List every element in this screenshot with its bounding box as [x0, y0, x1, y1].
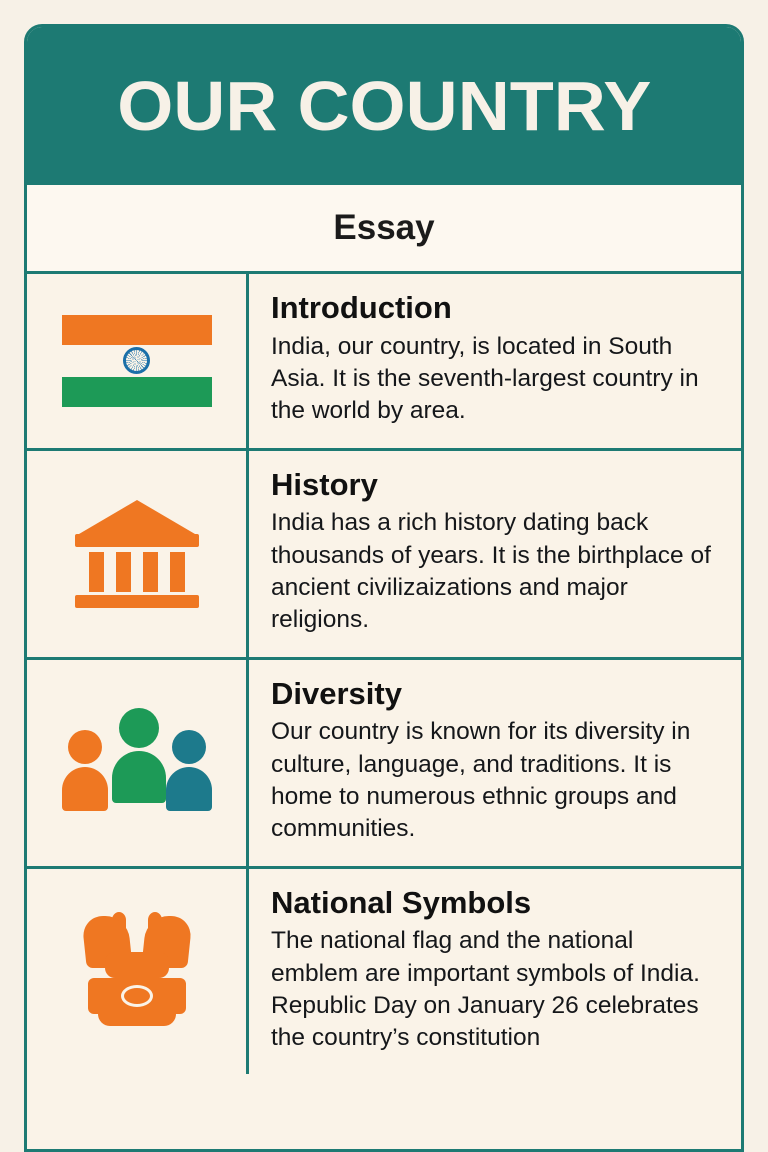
section-body-history: India has a rich history dating back thousands of years. It is the birthplace of ancient civilizaizations and major religions.	[271, 509, 711, 634]
essay-poster	[24, 24, 744, 1152]
icon-cell-history	[27, 451, 249, 657]
page-title: OUR COUNTRY	[116, 67, 652, 145]
text-cell-diversity	[249, 660, 741, 866]
building-roof	[79, 500, 195, 534]
poster-subheader	[27, 185, 741, 274]
person-right	[166, 730, 212, 811]
person-body	[112, 751, 166, 803]
section-title-diversity: Diversity	[271, 675, 402, 711]
section-body-national-symbols: The national flag and the national emblem are important symbols of India. Republic Day on January 26 celebrates the country’s constitution	[271, 927, 700, 1052]
emblem-neck	[105, 952, 169, 978]
text-cell-introduction	[249, 274, 741, 448]
section-row-national-symbols	[27, 869, 741, 1075]
person-head	[68, 730, 102, 764]
icon-cell-diversity	[27, 660, 249, 866]
emblem-plinth	[98, 1014, 176, 1026]
section-title-introduction: Introduction	[271, 290, 452, 325]
flag-saffron-band	[62, 315, 212, 345]
person-body	[62, 767, 108, 811]
person-left	[62, 730, 108, 811]
section-body-introduction: India, our country, is located in South Asia. It is the seventh-largest country in the world by area.	[271, 332, 699, 425]
person-center	[112, 708, 166, 803]
person-head	[119, 708, 159, 748]
building-base	[75, 595, 199, 608]
building-column	[170, 552, 185, 592]
section-row-introduction	[27, 274, 741, 451]
national-emblem-icon	[72, 910, 202, 1034]
classical-building-icon	[69, 500, 205, 608]
emblem-chakra-icon	[121, 985, 153, 1007]
text-cell-history	[249, 451, 741, 657]
icon-cell-introduction	[27, 274, 249, 448]
section-title-national-symbols: National Symbols	[271, 884, 532, 920]
flag-green-band	[62, 377, 212, 407]
building-column	[89, 552, 104, 592]
poster-header	[27, 27, 741, 185]
ashoka-chakra-icon	[123, 347, 150, 374]
section-body-diversity: Our country is known for its diversity in culture, language, and traditions. It is home to numerous ethnic groups and communities.	[271, 718, 691, 843]
building-column	[143, 552, 158, 592]
india-flag-icon	[62, 309, 212, 413]
icon-cell-national-symbols	[27, 869, 249, 1075]
person-body	[166, 767, 212, 811]
section-row-history	[27, 451, 741, 660]
text-cell-national-symbols	[249, 869, 741, 1075]
section-row-diversity	[27, 660, 741, 869]
person-head	[172, 730, 206, 764]
group-of-people-icon	[62, 713, 212, 813]
subtitle: Essay	[333, 208, 435, 247]
section-title-history: History	[271, 466, 378, 502]
building-lintel	[75, 534, 199, 547]
building-column	[116, 552, 131, 592]
